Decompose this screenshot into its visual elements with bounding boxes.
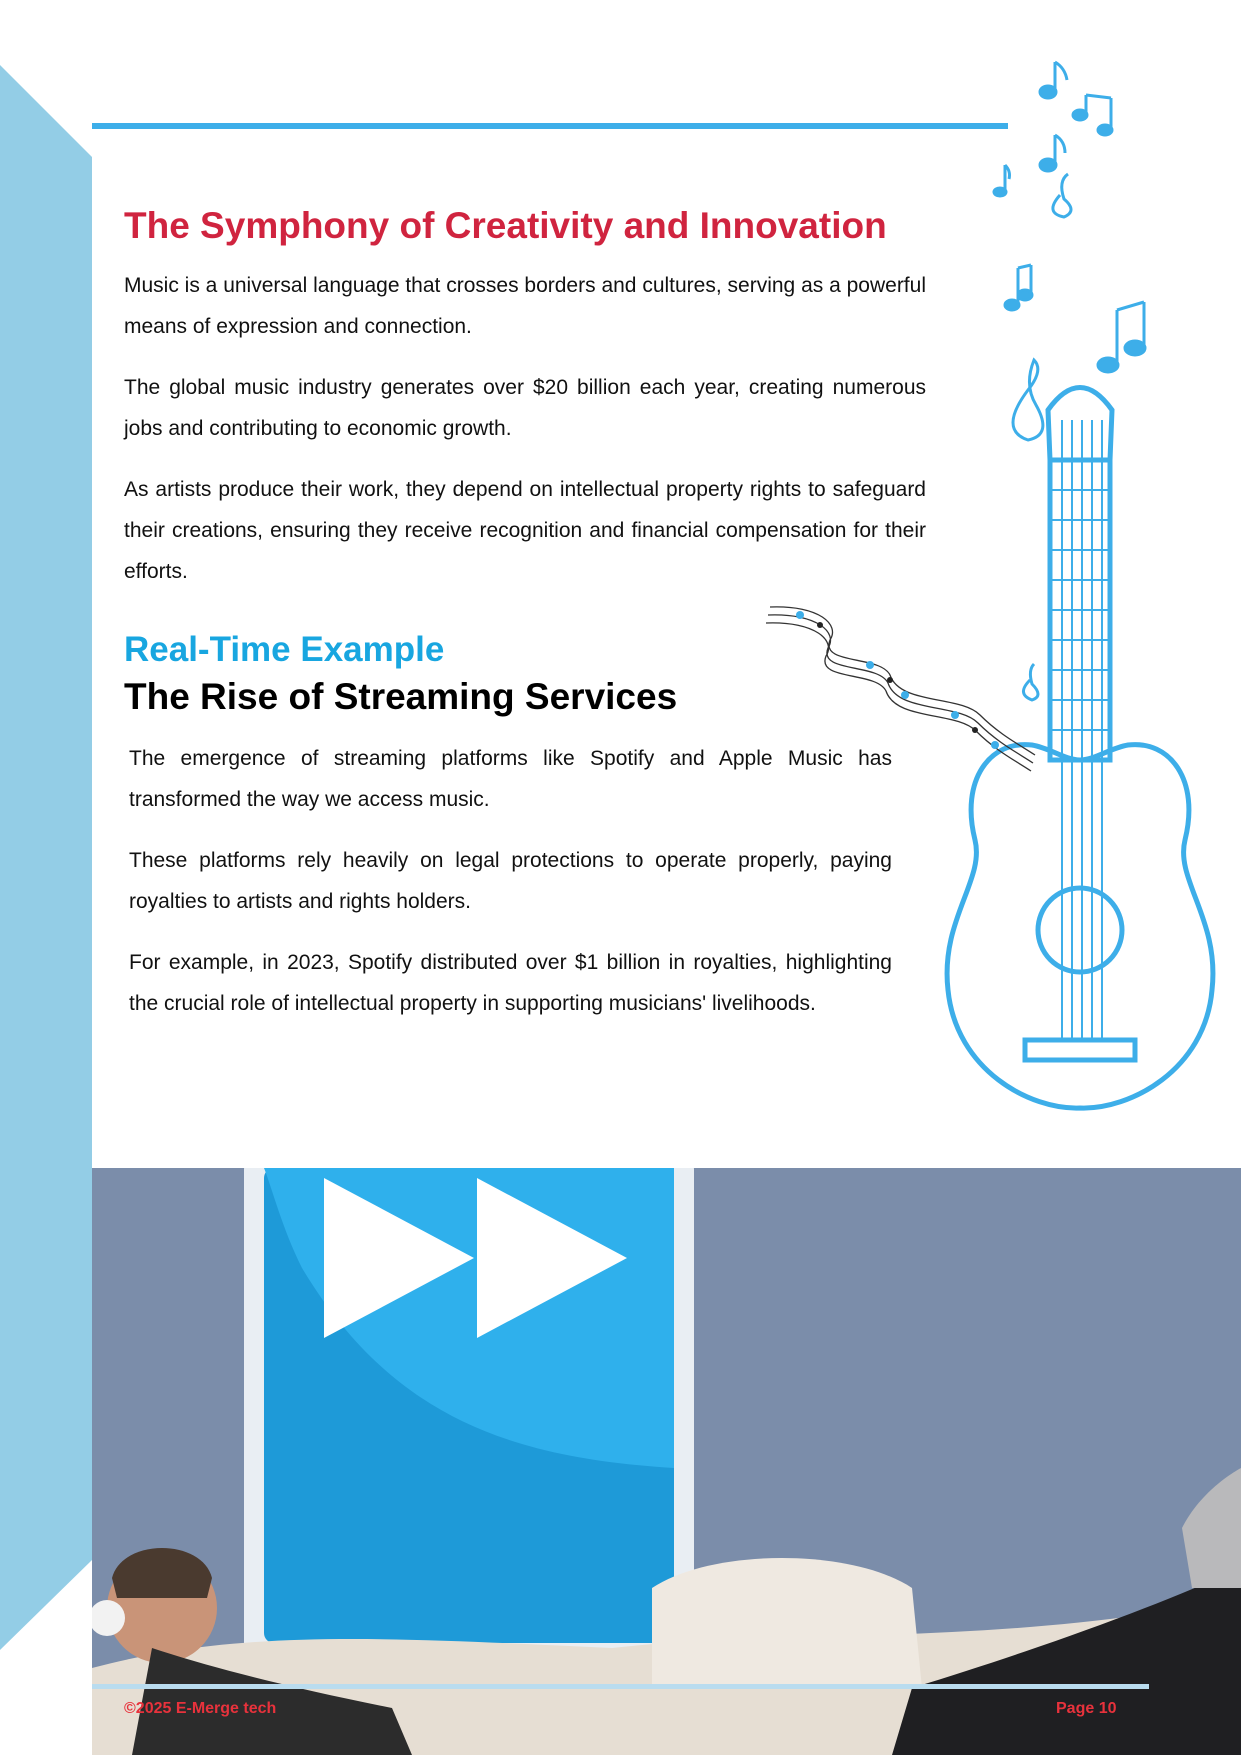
section-paragraph-2: The global music industry generates over $20 billion each year, creating numerous jobs and contributing to economic growth. bbox=[124, 376, 926, 440]
section-paragraph-1: Music is a universal language that crosses borders and cultures, serving as a powerful means of expression and connection. bbox=[124, 274, 926, 338]
footer-page-number: Page 10 bbox=[1056, 1700, 1117, 1717]
example-title: The Rise of Streaming Services bbox=[124, 676, 678, 717]
footer-rule bbox=[92, 1684, 1149, 1689]
streaming-photo bbox=[92, 1168, 1241, 1755]
example-body bbox=[129, 738, 892, 1024]
example-label: Real-Time Example bbox=[124, 630, 445, 669]
footer-copyright: ©2025 E-Merge tech bbox=[124, 1700, 277, 1717]
section-title: The Symphony of Creativity and Innovation bbox=[124, 205, 887, 246]
top-rule bbox=[92, 123, 1008, 129]
main-text-column bbox=[124, 205, 926, 1044]
sidebar-band bbox=[0, 0, 92, 1755]
example-paragraph-2: These platforms rely heavily on legal protections to operate properly, paying royalties to artists and rights holders. bbox=[129, 849, 892, 913]
section-paragraph-3: As artists produce their work, they depend on intellectual property rights to safeguard their creations, ensuring they receive recognition and financial compensation for their efforts. bbox=[124, 478, 926, 583]
example-paragraph-1: The emergence of streaming platforms like Spotify and Apple Music has transformed the way we access music. bbox=[129, 747, 892, 811]
example-paragraph-3: For example, in 2023, Spotify distributed over $1 billion in royalties, highlighting the crucial role of intellectual property in supporting musicians' livelihoods. bbox=[129, 951, 892, 1015]
